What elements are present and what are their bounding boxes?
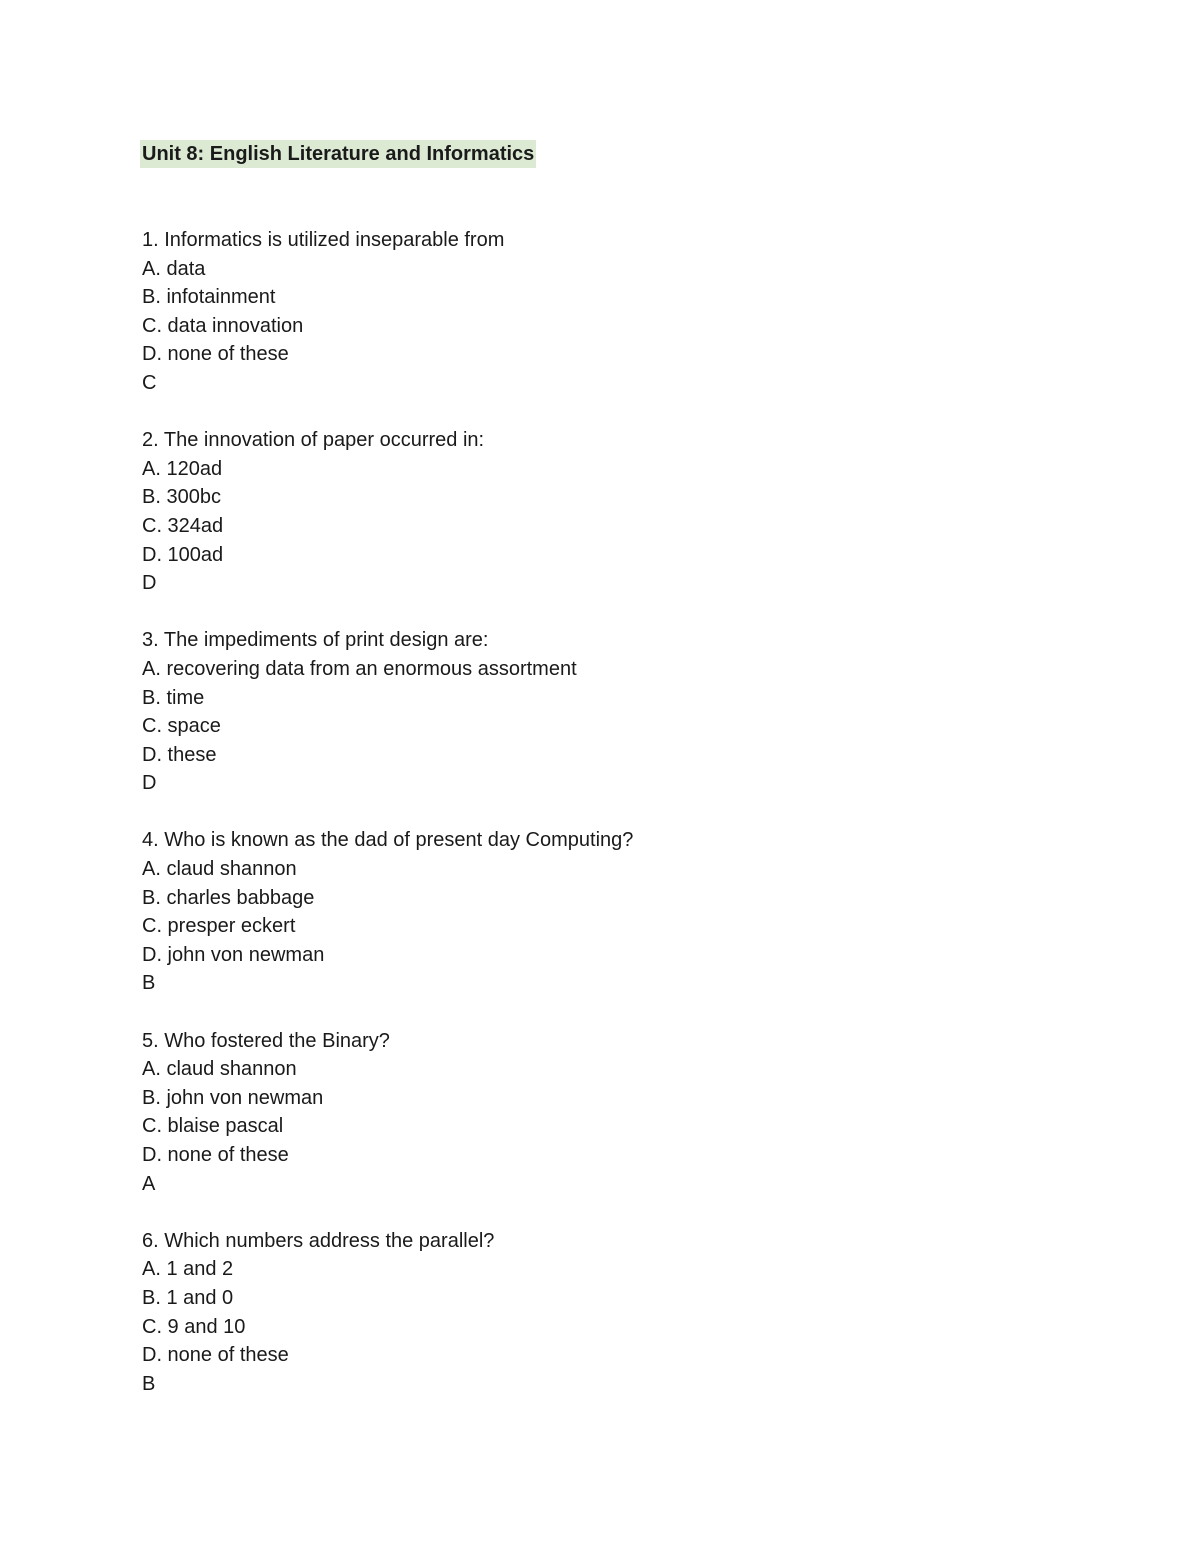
option-c: C. presper eckert [142, 915, 296, 938]
option-c: C. space [142, 715, 221, 738]
option-b: B. charles babbage [142, 886, 315, 909]
question-4 [142, 826, 1142, 998]
question-list [142, 226, 1142, 1427]
option-d: D. none of these [142, 343, 289, 366]
answer: D [142, 772, 157, 795]
option-b: B. time [142, 686, 205, 709]
question-text: 1. Informatics is utilized inseparable from [142, 229, 505, 251]
option-a: A. claud shannon [142, 1058, 297, 1081]
answer: A [142, 1172, 156, 1195]
option-a: A. 120ad [142, 457, 223, 480]
option-d: D. none of these [142, 1344, 289, 1367]
option-c: C. data innovation [142, 314, 304, 337]
question-text: 6. Which numbers address the parallel? [142, 1229, 495, 1252]
option-a: A. recovering data from an enormous assortment [142, 657, 577, 680]
answer: C [142, 371, 157, 394]
option-a: A. data [142, 257, 206, 280]
option-b: B. john von newman [142, 1086, 324, 1109]
option-d: D. 100ad [142, 543, 224, 566]
answer: B [142, 1372, 156, 1395]
option-b: B. infotainment [142, 286, 276, 309]
option-a: A. claud shannon [142, 858, 297, 881]
question-text: 4. Who is known as the dad of present day Computing? [142, 829, 634, 852]
question-text: 3. The impediments of print design are: [142, 629, 489, 652]
option-a: A. 1 and 2 [142, 1258, 234, 1281]
option-d: D. john von newman [142, 943, 325, 966]
option-c: C. 9 and 10 [142, 1315, 246, 1338]
page-title: Unit 8: English Literature and Informatics [140, 140, 536, 168]
option-d: D. these [142, 743, 217, 766]
option-c: C. 324ad [142, 514, 224, 537]
question-text: 2. The innovation of paper occurred in: [142, 429, 485, 452]
answer: D [142, 572, 157, 595]
answer: B [142, 972, 156, 995]
question-3 [142, 626, 1142, 798]
question-6 [142, 1227, 1142, 1399]
option-d: D. none of these [142, 1144, 289, 1166]
question-1 [142, 226, 1142, 398]
option-b: B. 1 and 0 [142, 1286, 234, 1309]
question-text: 5. Who fostered the Binary? [142, 1029, 390, 1052]
question-5 [142, 1027, 1142, 1199]
option-b: B. 300bc [142, 486, 221, 509]
option-c: C. blaise pascal [142, 1115, 284, 1138]
question-2 [142, 426, 1142, 598]
